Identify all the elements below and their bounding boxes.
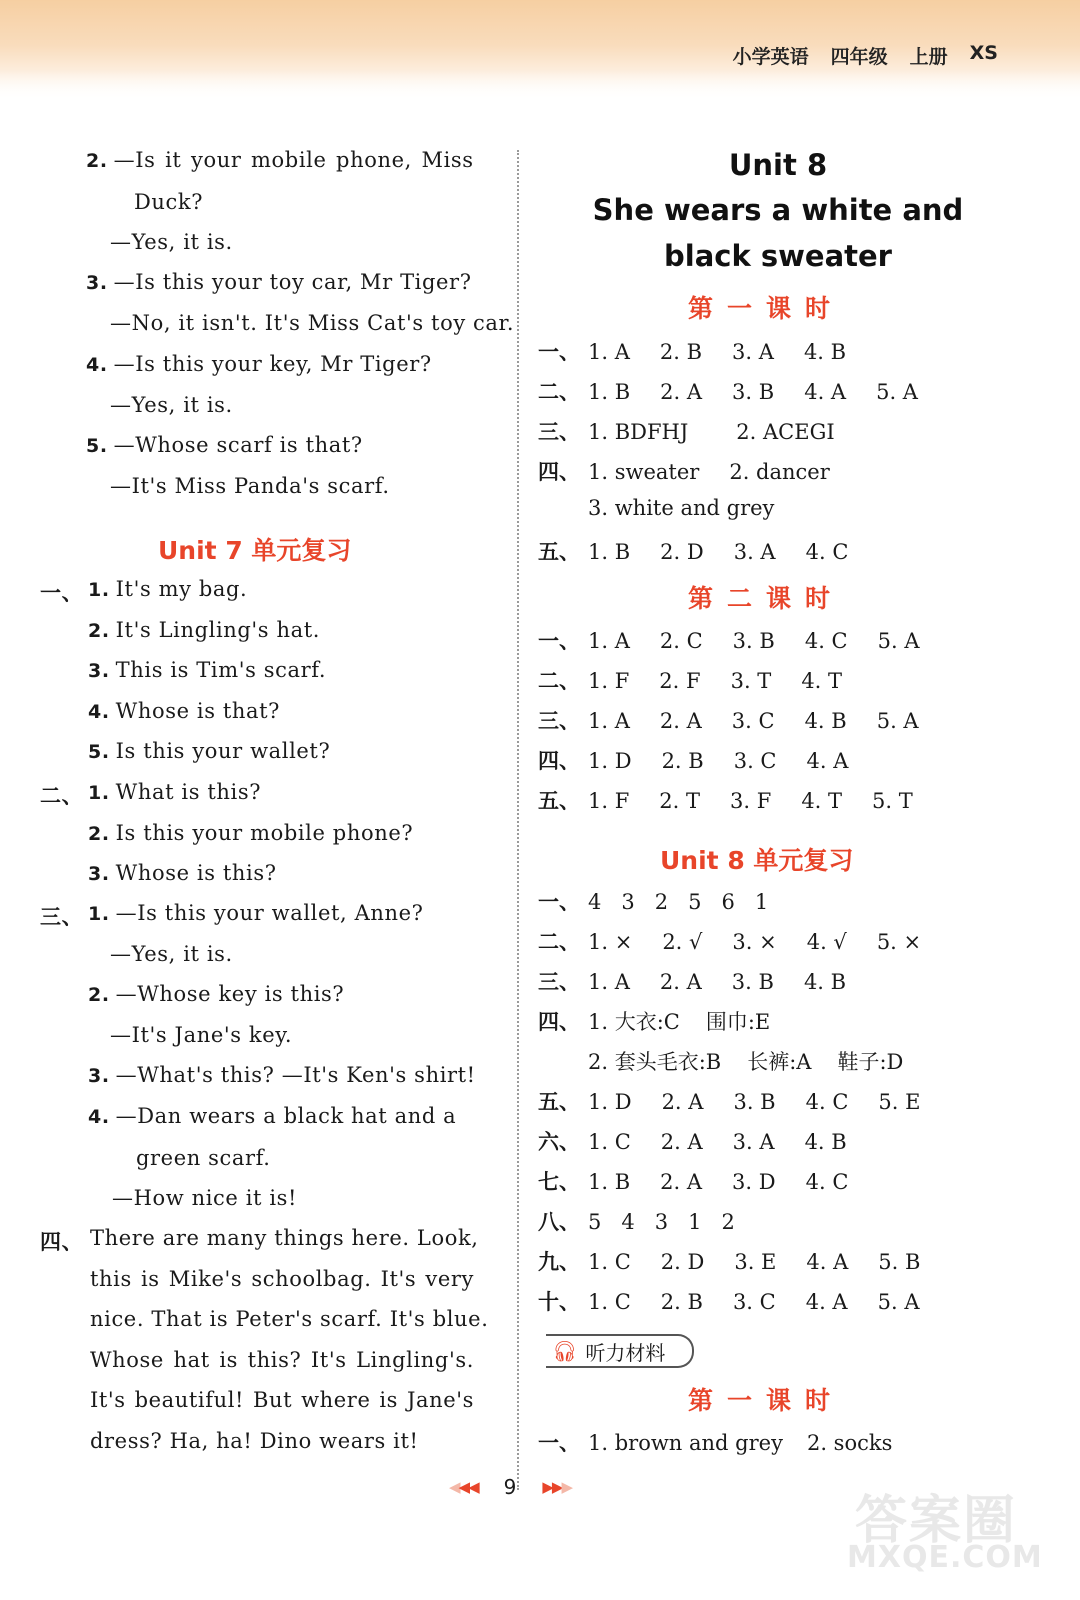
answer-row — [538, 1046, 929, 1076]
answer-item: 2. A — [660, 1170, 703, 1194]
answer-item: 5. T — [872, 789, 913, 813]
answer-item: 2. socks — [806, 1431, 893, 1455]
lesson3-title: 第一课时 — [688, 1386, 845, 1415]
answer-text: —How nice it is! — [112, 1186, 298, 1210]
answer-item: 6 — [721, 890, 735, 914]
question-label: 一、 — [538, 340, 580, 364]
answer-text: —No, it isn't. It's Miss Cat's toy car. — [110, 311, 515, 335]
paragraph-line — [90, 1307, 489, 1332]
answer-item: 3. C — [731, 709, 775, 733]
answer-row — [538, 1427, 916, 1457]
item-number: 1. — [88, 579, 110, 601]
answer-line — [110, 474, 390, 498]
answer-line — [86, 352, 432, 376]
answer-item: 4. C — [805, 1170, 849, 1194]
answer-row — [538, 1206, 755, 1236]
answer-row — [538, 1246, 950, 1276]
answer-text: —Is it your mobile phone, Miss — [113, 148, 474, 172]
answer-line — [88, 1063, 476, 1087]
answer-line — [110, 942, 233, 966]
unit-heading-line1: Unit 8 — [728, 148, 828, 182]
answer-line — [136, 1146, 271, 1170]
answer-item: 4. C — [805, 1090, 849, 1114]
answer-item: 2 — [654, 890, 669, 914]
answer-item: 2. A — [660, 1130, 703, 1154]
paragraph-line — [90, 1429, 474, 1453]
item-number: 2. — [88, 619, 110, 642]
answer-row — [538, 785, 943, 815]
answer-row — [538, 665, 872, 695]
answer-item: 4 — [588, 890, 602, 914]
answer-row — [538, 745, 878, 775]
answer-item: 1. D — [588, 1090, 632, 1114]
answer-item: 4. B — [803, 340, 847, 364]
question-label: 三、 — [538, 709, 580, 733]
answer-row — [538, 1086, 950, 1116]
answer-item: 4. T — [801, 789, 843, 813]
question-label: 一、 — [538, 1431, 580, 1455]
item-number: 2. — [88, 822, 110, 845]
answer-item: 2. A — [659, 970, 702, 994]
question-label: 二、 — [538, 930, 580, 954]
question-label: 二、 — [538, 669, 580, 693]
item-number: 5. — [88, 741, 110, 764]
answer-line — [88, 739, 330, 763]
answer-line — [88, 699, 280, 723]
answer-text: Whose is this? — [115, 861, 277, 886]
answer-item: 1. brown and grey — [588, 1431, 783, 1455]
answer-text: It's my bag. — [115, 577, 248, 601]
answer-item: 3 — [654, 1210, 669, 1234]
answer-item: 3. B — [732, 629, 775, 653]
answer-item: 1 — [688, 1210, 702, 1234]
page-footer — [430, 1475, 590, 1499]
answer-item: 4 — [621, 1210, 635, 1234]
answer-row — [538, 1006, 796, 1036]
answer-item: 3. D — [732, 1170, 776, 1194]
paragraph-line — [40, 1226, 479, 1254]
answer-line — [110, 1023, 292, 1047]
answer-row — [538, 336, 876, 366]
answer-item: 5. × — [876, 930, 922, 954]
paragraph-line — [90, 1388, 474, 1412]
answer-item: 1. A — [588, 970, 630, 994]
answer-item: 3. B — [732, 380, 775, 404]
answer-row — [538, 1286, 950, 1316]
answer-line — [88, 982, 344, 1006]
answer-text: —It's Miss Panda's scarf. — [110, 474, 390, 498]
answer-item: 2. A — [661, 1090, 704, 1114]
answer-row — [538, 926, 951, 956]
answer-text: What is this? — [115, 780, 262, 804]
answer-item: 4. B — [804, 709, 847, 733]
column-divider — [517, 150, 519, 1490]
answer-item: 2. B — [659, 340, 703, 364]
answer-text: —Whose scarf is that? — [113, 433, 363, 457]
listening-material-label: 听力材料 — [585, 1340, 666, 1365]
answer-text: —Is this your toy car, Mr Tiger? — [113, 270, 472, 294]
answer-item: 1. C — [588, 1250, 631, 1274]
answer-item: 3 — [621, 890, 635, 914]
item-number: 3. — [88, 660, 110, 683]
question-label: 一、 — [538, 629, 580, 653]
item-number: 1. — [88, 782, 110, 804]
paragraph-text: this is Mike's schoolbag. It's very — [90, 1266, 474, 1291]
answer-row — [538, 625, 950, 655]
answer-text: Duck? — [134, 190, 204, 214]
header-edition: XS — [969, 42, 998, 64]
item-number: 3. — [88, 863, 110, 886]
answer-item: 1. A — [588, 629, 630, 653]
answer-row — [538, 536, 878, 566]
answer-item: 2 — [721, 1210, 735, 1234]
answer-line — [86, 433, 363, 457]
answer-item: 2. A — [659, 709, 702, 733]
answer-item: 1. C — [588, 1130, 631, 1154]
answer-item: 5. B — [878, 1250, 921, 1274]
lesson2-title: 第二课时 — [688, 584, 845, 613]
item-number: 4. — [88, 1106, 110, 1128]
answer-item: 5. A — [877, 629, 920, 653]
answer-item: 3. B — [733, 1090, 776, 1114]
watermark-text-url: MXQE.COM — [847, 1540, 1043, 1575]
answer-item: 4. T — [801, 669, 843, 693]
answer-item: 长裤:A — [747, 1050, 812, 1074]
answer-item: 4. C — [804, 629, 848, 653]
answer-item: 2. T — [659, 789, 701, 813]
next-arrows-icon: ▶▶▶ — [542, 1478, 571, 1496]
answer-item: 3. × — [732, 930, 777, 954]
answer-line — [40, 901, 424, 929]
answer-text: This is Tim's scarf. — [115, 658, 327, 683]
answer-text: Whose is that? — [115, 698, 281, 723]
answer-row — [538, 1126, 877, 1156]
question-label: 四、 — [538, 460, 580, 484]
paragraph-text: Whose hat is this? It's Lingling's. — [90, 1347, 474, 1372]
question-label: 十、 — [538, 1290, 580, 1314]
answer-text: —Whose key is this? — [115, 982, 345, 1006]
answer-item: 1. A — [588, 340, 630, 364]
answer-row — [538, 376, 948, 406]
item-number: 3. — [88, 1065, 110, 1087]
answer-text: green scarf. — [136, 1146, 271, 1170]
answer-item: 1. B — [588, 540, 631, 564]
answer-item: 3. A — [732, 1130, 775, 1154]
question-label: 七、 — [538, 1170, 580, 1194]
answer-row — [538, 496, 804, 520]
question-label: 六、 — [538, 1130, 580, 1154]
answer-item: 4. √ — [806, 930, 847, 954]
question-label: 一、 — [538, 890, 580, 914]
answer-item: 5. A — [877, 1290, 920, 1314]
answer-line — [110, 230, 233, 254]
question-label: 三、 — [538, 420, 580, 444]
item-number: 4. — [88, 700, 110, 723]
question-label: 一、 — [40, 581, 84, 605]
answer-text: —Dan wears a black hat and a — [115, 1104, 457, 1128]
answer-item: 2. D — [660, 1250, 705, 1274]
page-number: 9 — [503, 1475, 517, 1499]
answer-text: —Is this your key, Mr Tiger? — [113, 352, 432, 376]
answer-row — [538, 1166, 878, 1196]
answer-item: 3. F — [730, 789, 772, 813]
answer-line — [40, 577, 248, 605]
headphones-icon: 🎧︎ — [552, 1339, 578, 1363]
answer-item: 1. F — [588, 789, 630, 813]
answer-text: —Yes, it is. — [110, 393, 233, 417]
answer-line — [88, 821, 413, 845]
question-label: 四、 — [538, 1010, 580, 1034]
header-meta — [733, 42, 998, 69]
answer-text: —Is this your wallet, Anne? — [115, 901, 424, 925]
header-grade: 四年级 — [830, 46, 888, 68]
answer-text: —It's Jane's key. — [110, 1023, 293, 1047]
answer-text: It's Lingling's hat. — [115, 617, 321, 642]
item-number: 1. — [88, 903, 110, 925]
question-label: 五、 — [538, 540, 580, 564]
answer-line — [88, 1104, 456, 1128]
answer-text: Is this your wallet? — [115, 739, 331, 764]
answer-item: 4. A — [805, 1290, 848, 1314]
question-label: 三、 — [40, 905, 84, 929]
answer-item: 2. A — [660, 380, 703, 404]
answer-line — [88, 658, 326, 682]
answer-item: 1. A — [588, 709, 630, 733]
answer-row — [538, 416, 883, 446]
answer-text: Is this your mobile phone? — [115, 820, 414, 845]
answer-item: 2. B — [661, 749, 704, 773]
answer-item: 2. D — [660, 540, 704, 564]
question-label: 九、 — [538, 1250, 580, 1274]
answer-line — [110, 311, 514, 335]
answer-item: 3. A — [733, 540, 776, 564]
answer-text: —What's this? —It's Ken's shirt! — [115, 1063, 476, 1087]
answer-item: 3. B — [731, 970, 774, 994]
answer-item: 1. B — [588, 1170, 631, 1194]
answer-text: —Yes, it is. — [110, 942, 233, 966]
answer-line — [134, 190, 203, 214]
answer-item: 1. F — [588, 669, 630, 693]
answer-item: 4. C — [805, 540, 849, 564]
item-number: 2. — [86, 150, 108, 172]
watermark-logo — [845, 1478, 1060, 1588]
answer-text: —Yes, it is. — [110, 230, 233, 254]
answer-item: 1. C — [588, 1290, 631, 1314]
answer-item: 2. 套头毛衣:B — [588, 1050, 722, 1074]
item-number: 2. — [88, 984, 110, 1006]
answer-item: 鞋子:D — [837, 1050, 904, 1074]
paragraph-text: dress? Ha, ha! Dino wears it! — [90, 1429, 419, 1453]
question-label: 三、 — [538, 970, 580, 994]
answer-item: 4. A — [804, 380, 847, 404]
question-label: 二、 — [40, 784, 84, 808]
answer-line — [40, 780, 262, 808]
item-number: 3. — [86, 272, 108, 294]
unit-heading-line3: black sweater — [664, 239, 892, 273]
header-volume: 上册 — [909, 46, 948, 68]
unit-heading-line2: She wears a white and — [592, 193, 964, 227]
answer-item: 4. A — [806, 749, 849, 773]
answer-item: 3. white and grey — [588, 496, 775, 520]
answer-item: 4. A — [806, 1250, 849, 1274]
answer-line — [112, 1186, 297, 1210]
answer-item: 3. E — [734, 1250, 777, 1274]
answer-item: 5. A — [876, 709, 919, 733]
answer-item: 1. BDFHJ — [588, 420, 689, 444]
paragraph-text: nice. That is Peter's scarf. It's blue. — [90, 1307, 489, 1332]
question-label: 四、 — [40, 1230, 84, 1254]
answer-item: 1. sweater — [588, 460, 700, 484]
item-number: 5. — [86, 435, 108, 457]
answer-item: 1. × — [588, 930, 633, 954]
watermark-text-cn: 答案圈 — [855, 1491, 1018, 1551]
answer-item: 1 — [754, 890, 769, 914]
answer-item: 2. ACEGI — [736, 420, 835, 444]
answer-item: 3. C — [733, 749, 777, 773]
answer-item: 3. A — [732, 340, 774, 364]
answer-row — [538, 456, 860, 486]
answer-item: 围巾:E — [705, 1010, 771, 1034]
answer-item: 4. B — [803, 970, 847, 994]
paragraph-line — [90, 1267, 474, 1291]
answer-item: 3. C — [732, 1290, 776, 1314]
paragraph-text: It's beautiful! But where is Jane's — [90, 1388, 474, 1413]
answer-item: 4. B — [804, 1130, 847, 1154]
answer-item: 2. dancer — [729, 460, 830, 484]
answer-item: 5. A — [876, 380, 918, 404]
answer-line — [86, 270, 472, 294]
answer-line — [110, 393, 233, 417]
answer-line — [86, 148, 474, 172]
question-label: 四、 — [538, 749, 580, 773]
answer-item: 2. B — [660, 1290, 703, 1314]
listening-material-tag — [546, 1334, 694, 1368]
answer-item: 1. B — [588, 380, 631, 404]
prev-arrows-icon: ◀◀◀ — [449, 1478, 478, 1496]
question-label: 二、 — [538, 380, 580, 404]
answer-item: 1. D — [588, 749, 632, 773]
answer-item: 3. T — [730, 669, 772, 693]
answer-item: 5 — [688, 890, 702, 914]
answer-item: 5. E — [878, 1090, 921, 1114]
answer-row — [538, 705, 949, 735]
unit8-review-title: Unit 8 单元复习 — [660, 846, 854, 875]
lesson1-title: 第一课时 — [688, 294, 845, 323]
answer-line — [88, 618, 320, 642]
answer-item: 2. F — [659, 669, 701, 693]
answer-item: 2. C — [659, 629, 703, 653]
item-number: 4. — [86, 354, 108, 376]
paragraph-text: There are many things here. Look, — [90, 1226, 479, 1250]
answer-item: 5 — [588, 1210, 602, 1234]
question-label: 八、 — [538, 1210, 580, 1234]
answer-row — [538, 966, 876, 996]
question-label: 五、 — [538, 789, 580, 813]
answer-item: 1. 大衣:C — [588, 1010, 680, 1034]
header-subject: 小学英语 — [732, 46, 809, 68]
paragraph-line — [90, 1348, 474, 1372]
unit7-review-title: Unit 7 单元复习 — [158, 536, 352, 565]
answer-row — [538, 886, 788, 916]
question-label: 五、 — [538, 1090, 580, 1114]
answer-line — [88, 861, 277, 885]
answer-item: 2. √ — [662, 930, 703, 954]
